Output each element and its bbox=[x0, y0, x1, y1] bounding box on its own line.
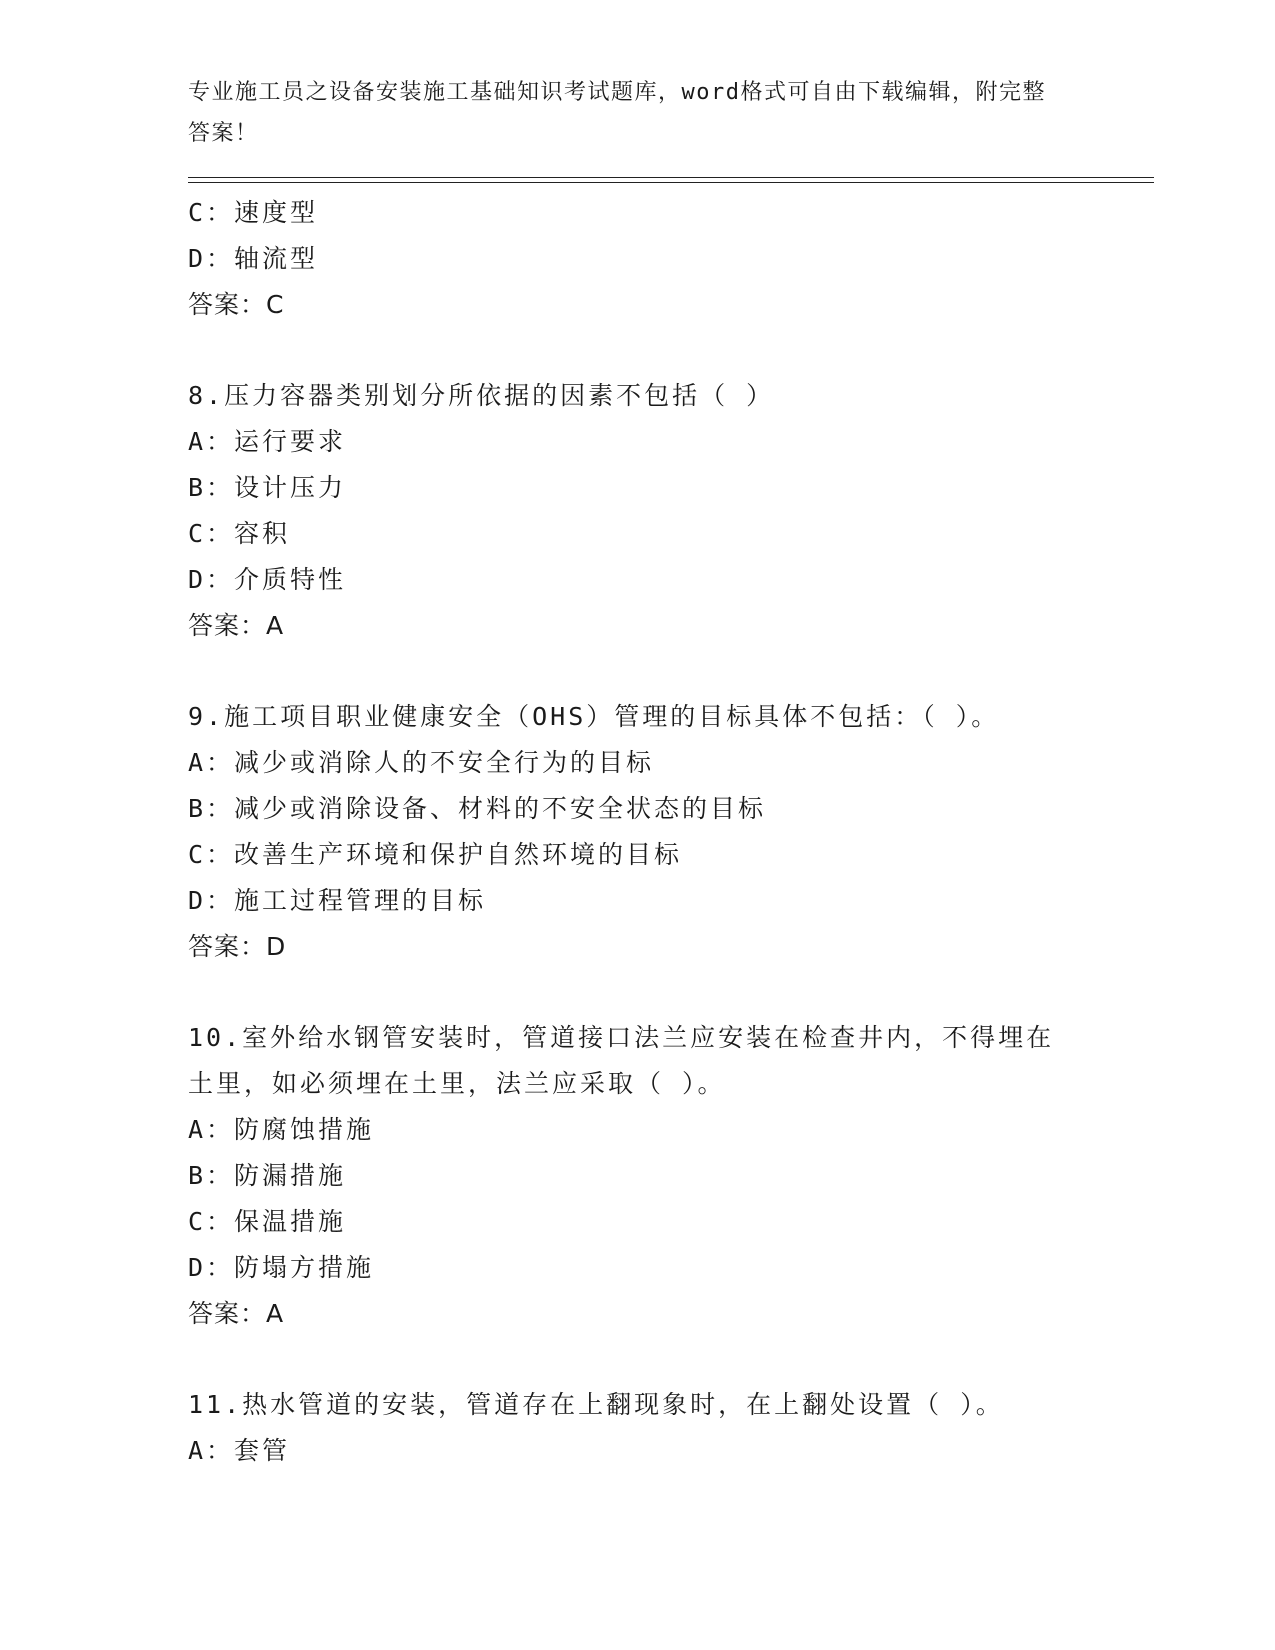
question-stem-line-2: 土里，如必须埋在土里，法兰应采取（ ）。 bbox=[188, 1069, 726, 1098]
question-stem: 11.热水管道的安装，管道存在上翻现象时，在上翻处设置（ ）。 bbox=[188, 1390, 1004, 1419]
question-10 bbox=[188, 1015, 1088, 1337]
spacer bbox=[188, 970, 1088, 1015]
option-a: A：减少或消除人的不安全行为的目标 bbox=[188, 748, 655, 777]
option-d: D：施工过程管理的目标 bbox=[188, 886, 487, 915]
option-d: D：介质特性 bbox=[188, 565, 347, 594]
question-7-partial bbox=[188, 190, 1088, 328]
spacer bbox=[188, 649, 1088, 694]
answer: 答案：C bbox=[188, 290, 285, 319]
option-a: A：防腐蚀措施 bbox=[188, 1115, 375, 1144]
question-list bbox=[188, 190, 1088, 1474]
option-c: C：速度型 bbox=[188, 198, 319, 227]
option-b: B：防漏措施 bbox=[188, 1161, 347, 1190]
answer: 答案：D bbox=[188, 932, 287, 961]
option-a: A：运行要求 bbox=[188, 427, 347, 456]
spacer bbox=[188, 1337, 1088, 1382]
header-rule-top bbox=[188, 177, 1154, 178]
answer: 答案：A bbox=[188, 611, 285, 640]
spacer bbox=[188, 328, 1088, 373]
question-stem: 9.施工项目职业健康安全（OHS）管理的目标具体不包括：（ ）。 bbox=[188, 702, 1000, 731]
option-c: C：保温措施 bbox=[188, 1207, 347, 1236]
header-rule-bottom bbox=[188, 182, 1154, 183]
question-stem-line-1: 10.室外给水钢管安装时，管道接口法兰应安装在检查井内，不得埋在 bbox=[188, 1023, 1055, 1052]
answer: 答案：A bbox=[188, 1299, 285, 1328]
option-b: B：减少或消除设备、材料的不安全状态的目标 bbox=[188, 794, 767, 823]
question-8 bbox=[188, 373, 1088, 649]
option-c: C：改善生产环境和保护自然环境的目标 bbox=[188, 840, 683, 869]
question-11 bbox=[188, 1382, 1088, 1474]
document-header: 专业施工员之设备安装施工基础知识考试题库，word格式可自由下载编辑，附完整答案！ bbox=[188, 80, 1046, 146]
option-c: C：容积 bbox=[188, 519, 291, 548]
option-d: D：防塌方措施 bbox=[188, 1253, 375, 1282]
question-stem: 8.压力容器类别划分所依据的因素不包括（ ） bbox=[188, 381, 775, 410]
question-9 bbox=[188, 694, 1088, 970]
option-d: D：轴流型 bbox=[188, 244, 319, 273]
option-a: A：套管 bbox=[188, 1436, 291, 1465]
option-b: B：设计压力 bbox=[188, 473, 347, 502]
